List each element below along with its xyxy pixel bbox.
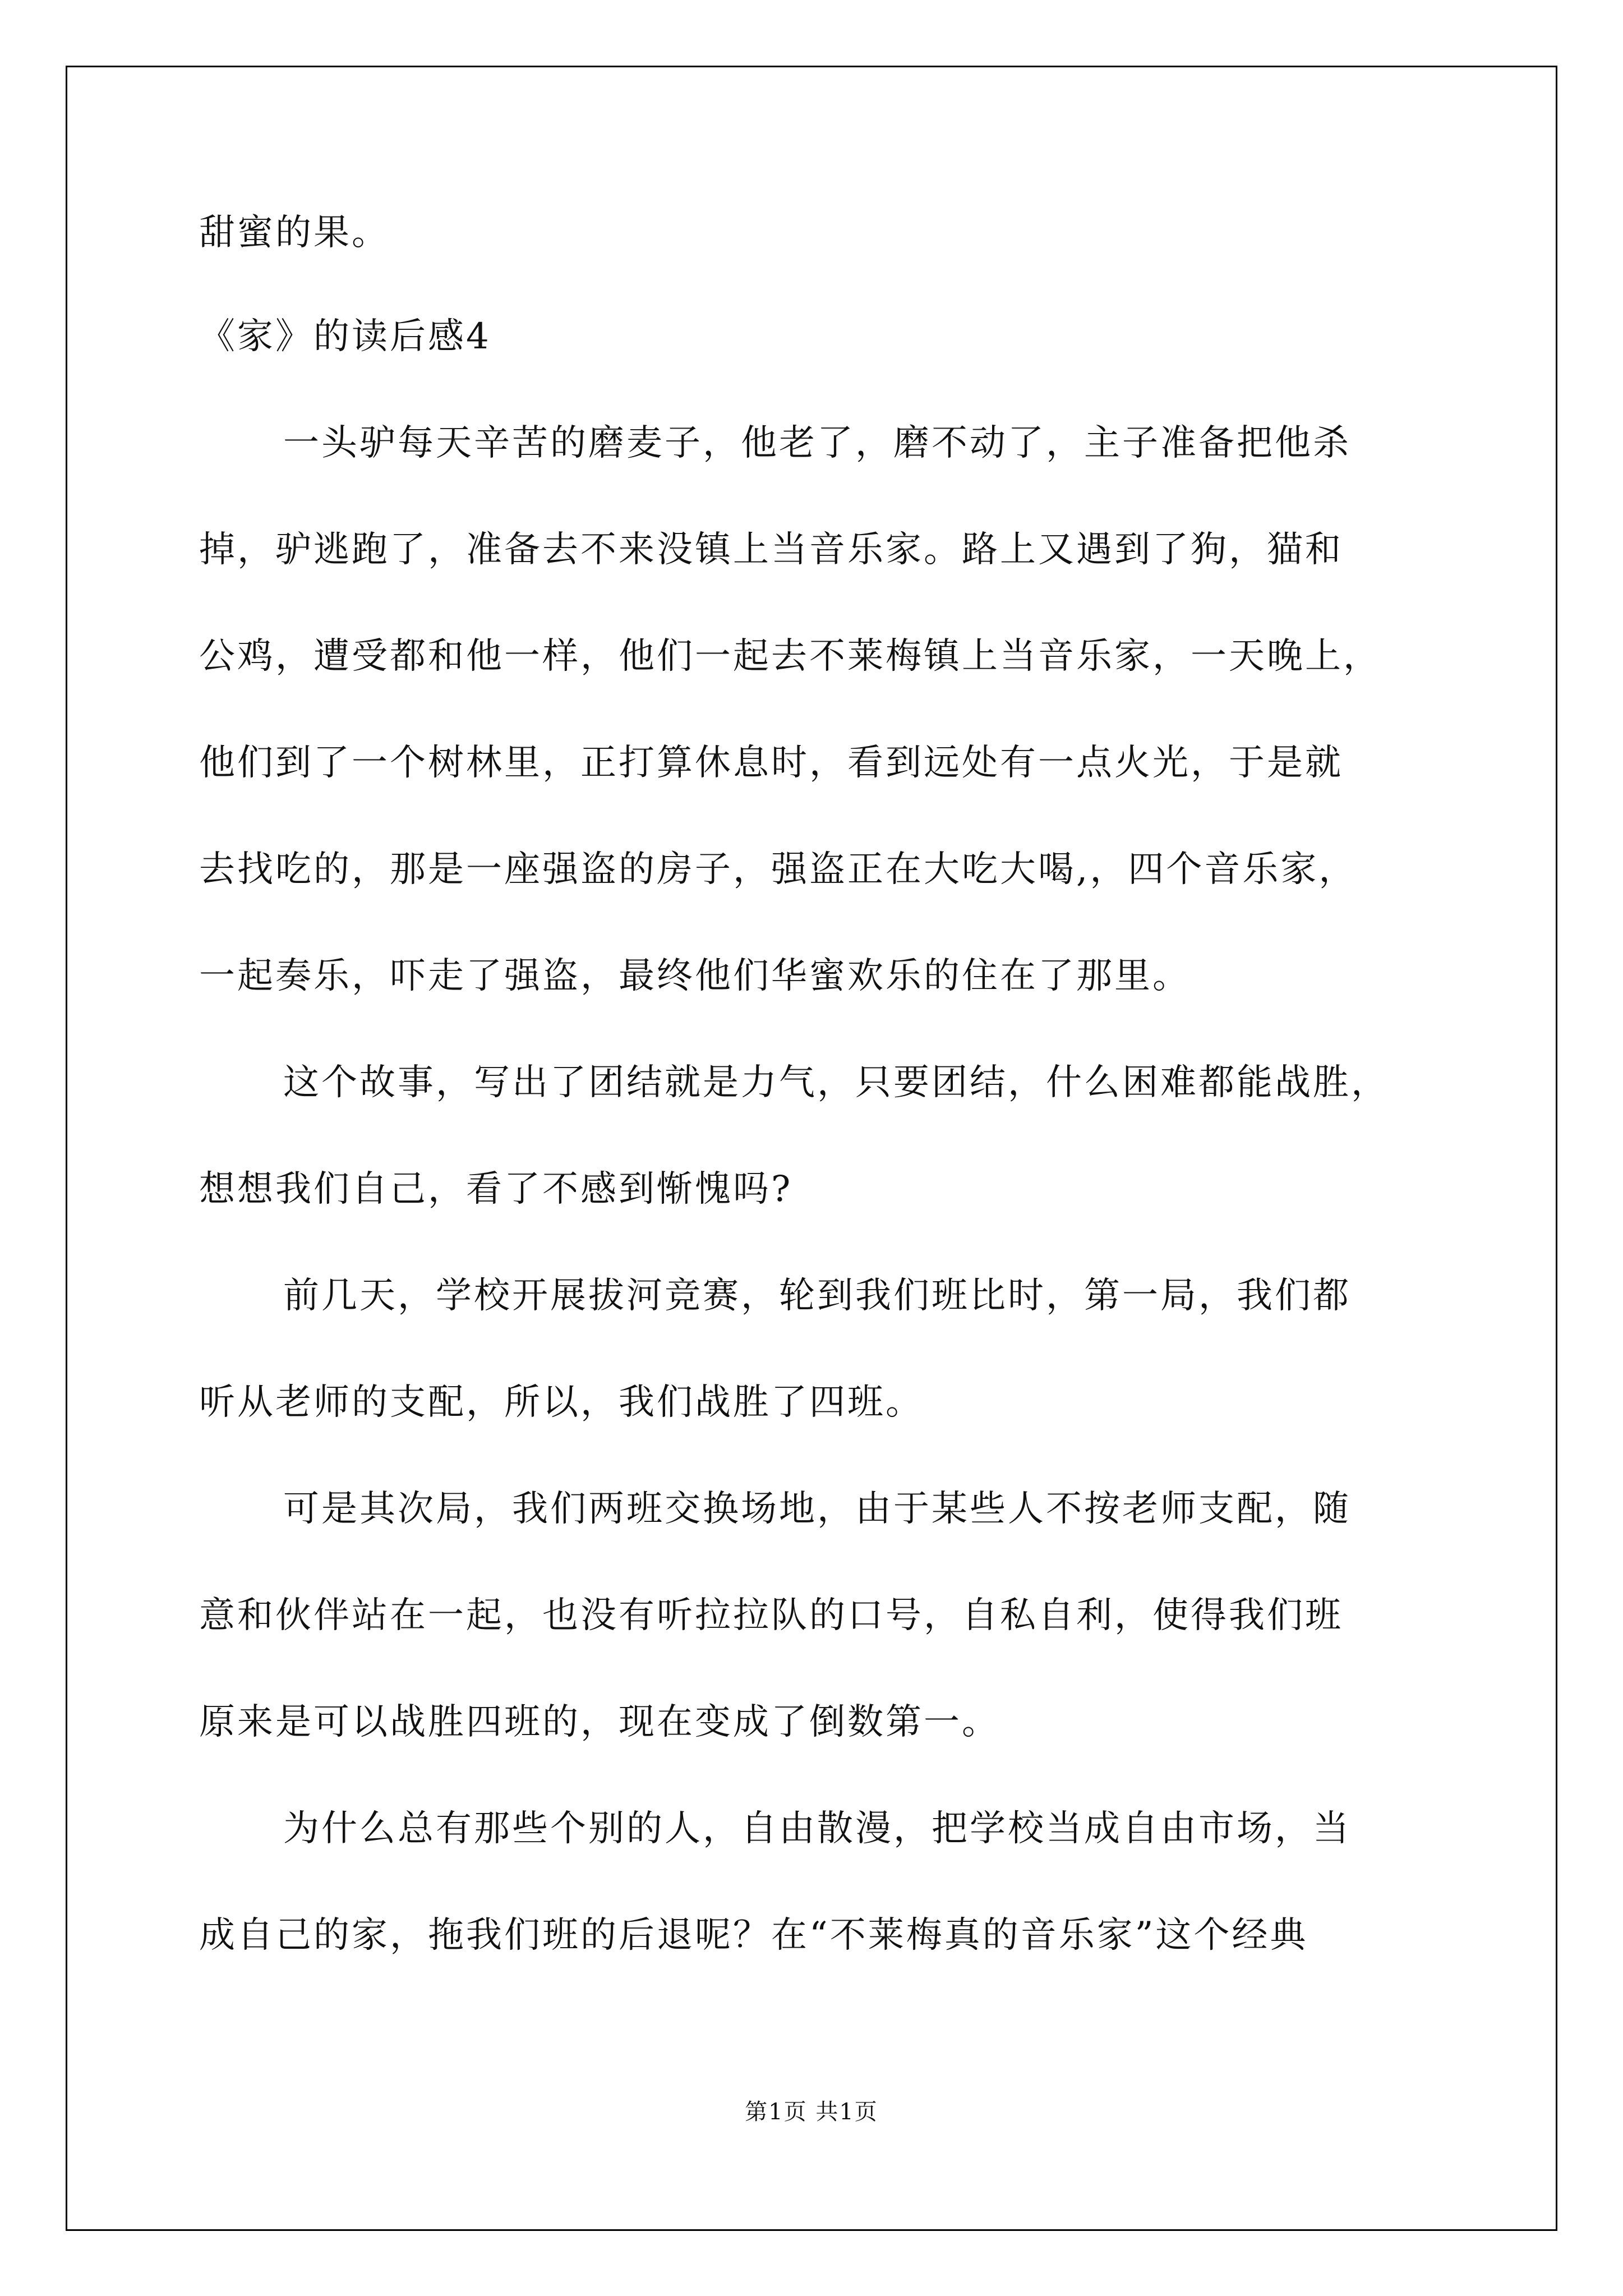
text-line: 前几天，学校开展拔河竞赛，轮到我们班比时，第一局，我们都: [283, 1275, 1351, 1317]
text-line: 想想我们自己，看了不感到惭愧吗?: [199, 1168, 793, 1210]
section-heading: 《家》的读后感4: [199, 316, 491, 357]
text-line: 他们到了一个树林里，正打算休息时，看到远处有一点火光，于是就: [199, 742, 1343, 784]
text-line: 掉，驴逃跑了，准备去不来没镇上当音乐家。路上又遇到了狗，猫和: [199, 529, 1343, 570]
text-line: 去找吃的，那是一座强盗的房子，强盗正在大吃大喝,，四个音乐家，: [199, 849, 1357, 890]
text-line: 公鸡，遭受都和他一样，他们一起去不莱梅镇上当音乐家，一天晚上，: [199, 636, 1381, 677]
text-line: 一头驴每天辛苦的磨麦子，他老了，磨不动了，主子准备把他杀: [283, 422, 1351, 464]
text-line: 成自己的家，拖我们班的后退呢？在“不莱梅真的音乐家”这个经典: [199, 1915, 1308, 1956]
text-line: 为什么总有那些个别的人，自由散漫，把学校当成自由市场，当: [283, 1808, 1351, 1849]
document-body: [199, 208, 1427, 1961]
text-line: 意和伙伴站在一起，也没有听拉拉队的口号，自私自利，使得我们班: [199, 1595, 1343, 1636]
text-line: 这个故事，写出了团结就是力气，只要团结，什么困难都能战胜，: [283, 1062, 1389, 1103]
text-line: 一起奏乐，吓走了强盗，最终他们华蜜欢乐的住在了那里。: [199, 955, 1191, 997]
text-line: 听从老师的支配，所以，我们战胜了四班。: [199, 1382, 924, 1423]
page-footer: 第1页 共1页: [745, 2099, 878, 2125]
text-line: 甜蜜的果。: [199, 212, 390, 254]
text-line: 可是其次局，我们两班交换场地，由于某些人不按老师支配，随: [283, 1488, 1351, 1530]
text-line: 原来是可以战胜四班的，现在变成了倒数第一。: [199, 1701, 1000, 1743]
